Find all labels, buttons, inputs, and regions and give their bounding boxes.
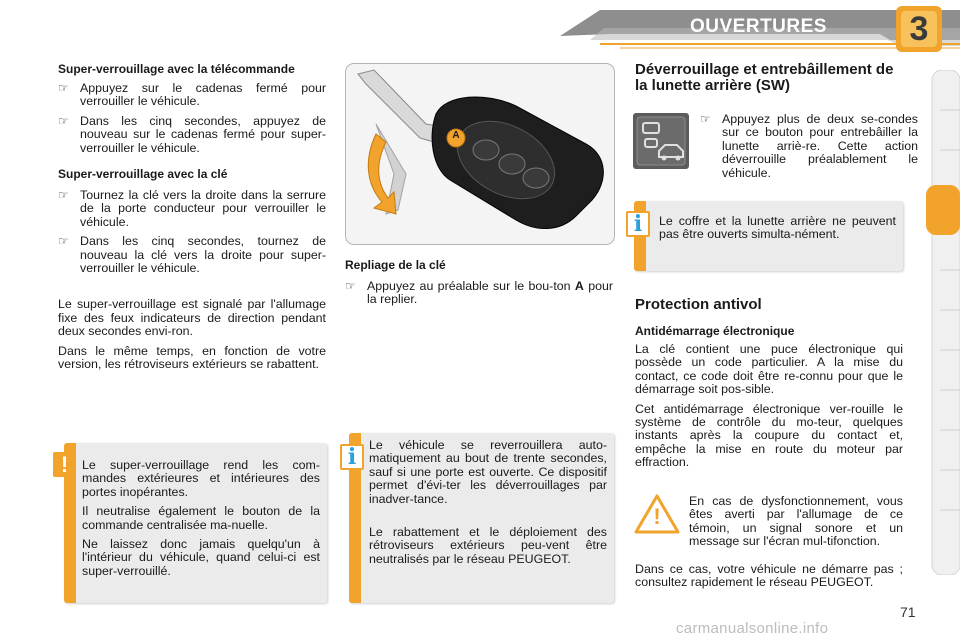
paragraph: Cet antidémarrage électronique ver-rouille le système de contrôle du mo-teur, quelques instants après la coupure du contact et, empêche la mise en route du moteur par effraction.: [635, 401, 903, 470]
section-title-key: Super-verrouillage avec la clé: [58, 167, 228, 182]
info-box: [634, 201, 903, 271]
exclamation-icon: !: [53, 452, 76, 477]
info-text: Le rabattement et le déploiement des rétroviseurs extérieurs peu-vent être neutralisés par le réseau PEUGEOT.: [369, 525, 607, 566]
finger-pointing-icon: ☞: [58, 113, 69, 128]
paragraph: La clé contient une puce électronique qui possède un code particulier. A la mise du contact, ce code doit être re-connu pour que le démarrage soit pos-sible.: [635, 342, 903, 397]
list-item: ☞ Dans les cinq secondes, appuyez de nouveau sur le cadenas fermé pour super-verrouiller le véhicule.: [58, 113, 326, 155]
info-text: Le véhicule se reverrouillera auto-matiquement au bout de trente secondes, sauf si une porte est ouverte. Ce dispositif permet d'évi-ter les déverrouillages par inadver-tance.: [369, 438, 607, 506]
section-title-unlock: Déverrouillage et entrebâillement de la lunette arrière (SW): [635, 61, 894, 94]
fault-after-text: Dans ce cas, votre véhicule ne démarre pas ; consultez rapidement le réseau PEUGEOT.: [635, 562, 903, 590]
finger-pointing-icon: ☞: [58, 234, 69, 249]
finger-pointing-icon: ☞: [58, 81, 69, 95]
watermark: carmanualsonline.info: [676, 620, 829, 637]
chapter-number: 3: [909, 10, 929, 48]
exclamation-mark: !: [653, 504, 661, 529]
warning-text: Le super-verrouillage rend les com-mandes extérieures et intérieures des portes inopérantes.: [82, 458, 320, 499]
key-button-label: A: [452, 130, 460, 141]
section-title-fold: Repliage de la clé: [345, 258, 446, 272]
finger-pointing-icon: ☞: [58, 188, 69, 203]
warning-text: Il neutralise également le bouton de la commande centralisée ma-nuelle.: [82, 504, 320, 532]
chapter-tab-rail: [926, 70, 960, 575]
fault-text: En cas de dysfonctionnement, vous êtes averti par l'allumage de ce témoin, un signal sonore et un message sur l'écran mul-tifonction.: [689, 494, 903, 549]
key-fob-drawing: [346, 64, 614, 244]
info-box: [349, 433, 614, 603]
column-left: [58, 63, 326, 372]
paragraph: Dans le même temps, en fonction de votre version, les rétroviseurs extérieurs se rabattent.: [58, 343, 326, 372]
section-title-remote: Super-verrouillage avec la télécommande: [58, 62, 295, 76]
list-item: ☞ Dans les cinq secondes, tournez de nouveau la clé vers la droite pour super-verrouiller le véhicule.: [58, 234, 326, 276]
info-icon: i: [626, 211, 650, 237]
button-glyph: [633, 113, 689, 169]
list-item: ☞ Tournez la clé vers la droite dans la serrure de la porte conducteur pour verrouiller le véhicule.: [58, 188, 326, 229]
finger-pointing-icon: ☞: [700, 112, 711, 126]
warning-text: Ne laissez donc jamais quelqu'un à l'intérieur du véhicule, quand celui-ci est super-verrouillé.: [82, 537, 320, 578]
rear-window-button-icon: [633, 113, 689, 169]
warning-triangle-icon: [633, 492, 681, 536]
list-item: ☞ Appuyez plus de deux se-condes sur ce bouton pour entrebâiller la lunette arriè-re. Cette action déverrouille préalablement le véhicule.: [700, 112, 918, 180]
column-right-text: [635, 325, 903, 470]
section-title-antitheft: Protection antivol: [635, 296, 762, 313]
info-text: Le coffre et la lunette arrière ne peuvent pas être ouverts simulta-nément.: [659, 214, 896, 242]
key-illustration: [345, 63, 615, 245]
tab-rail-graphic: [926, 70, 960, 575]
finger-pointing-icon: ☞: [345, 279, 356, 293]
list-item: ☞ Appuyez au préalable sur le bou-ton A pour la replier.: [345, 279, 613, 307]
list-item: ☞ Appuyez sur le cadenas fermé pour verrouiller le véhicule.: [58, 81, 326, 109]
chapter-title: OUVERTURES: [690, 16, 827, 37]
paragraph: Le super-verrouillage est signalé par l'allumage fixe des feux indicateurs de direction pendant deux secondes envi-ron.: [58, 297, 326, 339]
section-title-immobiliser: Antidémarrage électronique: [635, 324, 795, 338]
page-number: 71: [900, 604, 916, 620]
column-middle: [345, 259, 613, 307]
warning-box: [64, 443, 327, 603]
info-icon: i: [340, 444, 364, 470]
